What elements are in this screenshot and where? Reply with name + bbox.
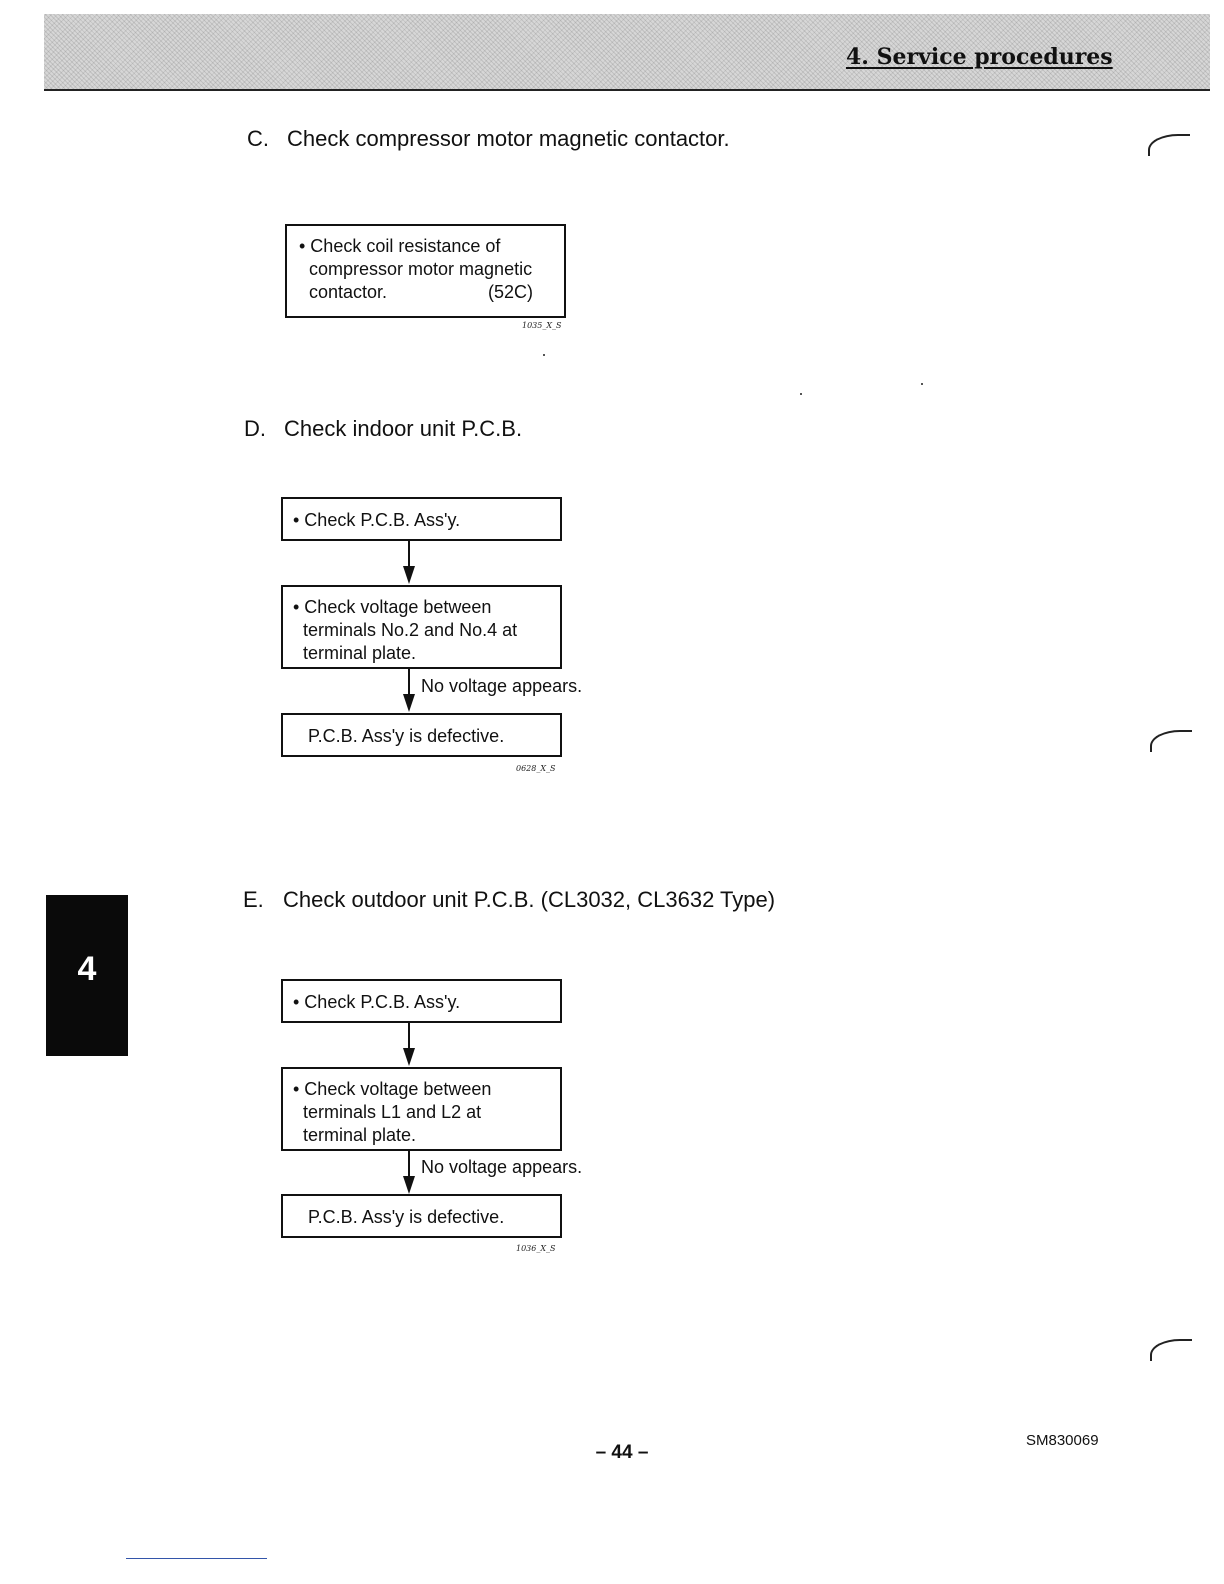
section-e-letter: E. <box>243 887 264 912</box>
binding-mark-icon <box>1148 134 1190 156</box>
section-d-letter: D. <box>244 416 266 441</box>
section-d-box2-line2: terminals No.2 and No.4 at <box>303 620 518 640</box>
section-e-figure-ref: 1036_X_S <box>516 1244 556 1253</box>
section-c-heading <box>247 126 730 152</box>
section-d-box2-line3: terminal plate. <box>303 643 417 663</box>
section-c-figure-ref: 1035_X_S <box>522 321 562 330</box>
section-c-box <box>285 224 566 318</box>
section-c-title: Check compressor motor magnetic contactor. <box>287 126 730 151</box>
chapter-tab-number: 4 <box>77 950 97 988</box>
section-e-box-check-pcb <box>281 979 562 1023</box>
section-e-box2-line2: terminals L1 and L2 at <box>303 1102 482 1122</box>
scan-speck <box>800 393 802 395</box>
section-e-connector-2 <box>408 1151 410 1179</box>
scan-speck <box>921 383 923 385</box>
section-c-box-line3 <box>299 281 564 304</box>
binding-mark-icon <box>1150 730 1192 752</box>
section-d-figure-ref: 0628_X_S <box>516 764 556 773</box>
section-e-title: Check outdoor unit P.C.B. (CL3032, CL3632 Type) <box>283 887 776 912</box>
section-e-connector-1 <box>408 1023 410 1051</box>
section-e-box1-text: • Check P.C.B. Ass'y. <box>293 992 461 1012</box>
section-e-box2-line3: terminal plate. <box>303 1125 417 1145</box>
page-header-title: 4. Service procedures <box>846 44 1113 70</box>
section-e-arrow-down-icon-1 <box>403 1048 415 1066</box>
section-d-box-result <box>281 713 562 757</box>
section-d-box1-text: • Check P.C.B. Ass'y. <box>293 510 461 530</box>
section-d-box-check-voltage <box>281 585 562 669</box>
section-e-result-text: P.C.B. Ass'y is defective. <box>308 1207 505 1227</box>
binding-mark-icon <box>1150 1339 1192 1361</box>
section-d-result-text: P.C.B. Ass'y is defective. <box>308 726 505 746</box>
section-c-box-line3-text: contactor. <box>309 282 388 302</box>
section-d-arrow-down-icon-1 <box>403 566 415 584</box>
section-d-arrow-down-icon-2 <box>403 694 415 712</box>
section-d-title: Check indoor unit P.C.B. <box>284 416 523 441</box>
section-d-heading <box>244 416 522 442</box>
page-number: – 44 – <box>595 1442 649 1463</box>
scan-speck <box>543 354 545 356</box>
section-d-box2-line1: • Check voltage between <box>293 597 492 617</box>
section-e-arrow-down-icon-2 <box>403 1176 415 1194</box>
section-c-box-line2: compressor motor magnetic <box>309 259 533 279</box>
section-d-box-check-pcb <box>281 497 562 541</box>
section-d-connector-1 <box>408 541 410 569</box>
header-rule <box>44 89 1210 91</box>
section-d-connector-2 <box>408 669 410 697</box>
section-e-condition: No voltage appears. <box>421 1157 583 1177</box>
footer-line <box>126 1558 267 1559</box>
section-e-box-result <box>281 1194 562 1238</box>
section-c-box-line1: • Check coil resistance of <box>299 236 501 256</box>
section-c-letter: C. <box>247 126 269 151</box>
section-e-box-check-voltage <box>281 1067 562 1151</box>
section-e-box2-line1: • Check voltage between <box>293 1079 492 1099</box>
document-code: SM830069 <box>1026 1432 1099 1449</box>
section-e-heading <box>243 887 775 913</box>
section-c-box-code: (52C) <box>488 282 534 302</box>
section-d-condition: No voltage appears. <box>421 676 583 696</box>
